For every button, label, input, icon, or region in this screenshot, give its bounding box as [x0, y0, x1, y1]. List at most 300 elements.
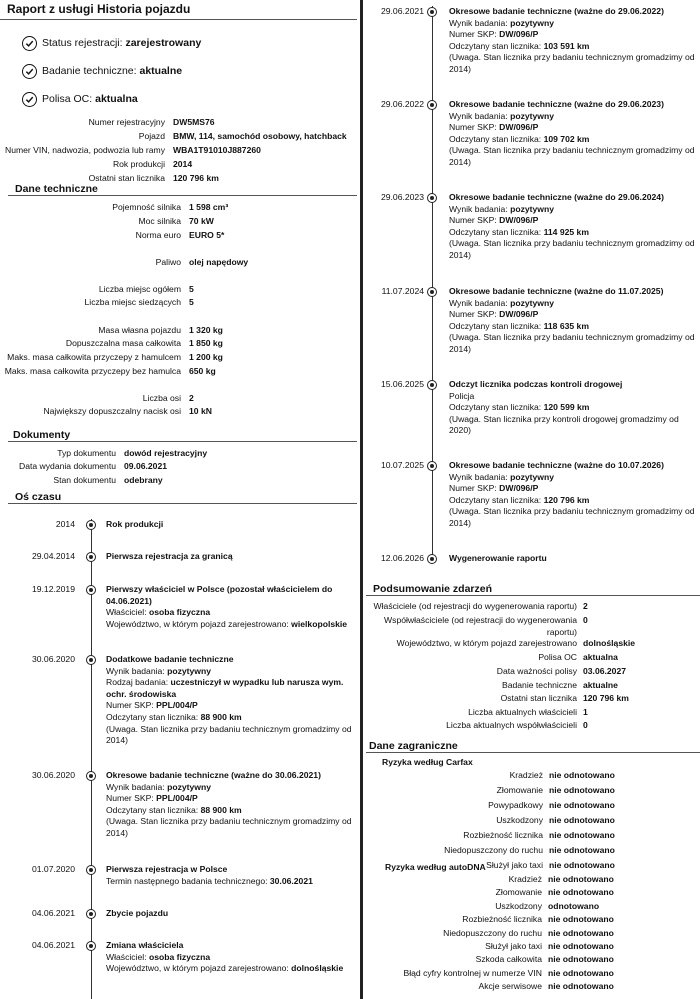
event-detail — [106, 952, 352, 964]
info-row — [0, 216, 214, 228]
info-value: nie odnotowano — [548, 967, 614, 978]
timeline-date: 29.06.2022 — [380, 99, 424, 109]
info-row — [0, 406, 212, 418]
detail-value: pozytywny — [167, 665, 212, 676]
event-title: Okresowe badanie techniczne (ważne do 11.07.2025) — [449, 286, 664, 296]
info-key: Pojazd — [138, 131, 165, 141]
info-row — [369, 693, 629, 705]
detail-value: wielkopolskie — [291, 618, 348, 629]
info-value: EURO 5* — [189, 230, 225, 240]
detail-value: pozytywny — [510, 17, 555, 28]
event-detail — [449, 321, 696, 333]
info-key: Właściciele (od rejestracji do wygenerowania raportu) — [373, 601, 577, 611]
info-key: Największy dopuszczalny nacisk osi — [43, 406, 181, 416]
info-row — [0, 159, 192, 171]
info-row — [369, 914, 614, 926]
info-key: Niedopuszczony do ruchu — [444, 845, 543, 855]
timeline-marker-left — [86, 909, 96, 919]
info-value: 0 — [583, 720, 588, 730]
timeline-marker-right — [427, 287, 437, 297]
event-detail — [106, 666, 352, 678]
event-detail — [449, 391, 696, 403]
event-detail — [449, 495, 696, 507]
timeline-marker-left — [86, 520, 96, 530]
detail-label: Termin następnego badania technicznego: — [106, 875, 270, 886]
detail-label: (Uwaga. Stan licznika przy kontroli drogowej gromadzimy od 2020) — [449, 413, 679, 436]
info-value: 1 — [583, 707, 588, 717]
check-circle-icon — [22, 92, 37, 107]
timeline-event — [106, 908, 352, 920]
info-row — [369, 845, 615, 857]
event-detail — [106, 876, 352, 888]
info-value: nie odnotowano — [548, 887, 614, 898]
info-key: Pojemność silnika — [112, 202, 181, 212]
info-key: Współwłaściciele (od rejestracji do wygenerowania raportu) — [384, 615, 577, 637]
timeline-marker-right — [427, 554, 437, 564]
event-detail — [449, 111, 696, 123]
check-circle-icon — [22, 64, 37, 79]
detail-value: PPL/004/P — [156, 700, 198, 711]
info-value: 09.06.2021 — [124, 461, 168, 471]
right-column — [366, 0, 700, 999]
event-detail — [449, 134, 696, 146]
info-value: odebrany — [124, 475, 163, 485]
event-title: Okresowe badanie techniczne (ważne do 29.06.2023) — [449, 99, 664, 109]
timeline-marker-left — [86, 585, 96, 595]
info-value: 120 796 km — [583, 693, 629, 703]
tech-underline — [8, 195, 357, 196]
info-value: 2 — [583, 601, 588, 611]
timeline-event — [106, 654, 352, 747]
info-value: nie odnotowano — [548, 941, 614, 951]
info-row — [369, 968, 614, 980]
info-key: Maks. masa całkowita przyczepy bez hamulca — [4, 366, 181, 376]
event-detail — [106, 724, 352, 747]
info-row — [369, 901, 599, 913]
docs-section-title: Dokumenty — [13, 429, 71, 441]
timeline-marker-right — [427, 100, 437, 110]
check-circle-icon — [22, 36, 37, 51]
timeline-event — [106, 584, 352, 630]
event-detail — [449, 215, 696, 227]
status-label: Status rejestracji: — [42, 37, 123, 50]
info-row — [0, 448, 207, 460]
event-detail — [449, 402, 696, 414]
detail-value: PPL/004/P — [156, 793, 198, 804]
info-key: Uszkodzony — [496, 815, 543, 825]
info-value: WBA1T91010J887260 — [173, 145, 261, 155]
detail-label: Numer SKP: — [449, 122, 500, 133]
info-row — [0, 117, 215, 129]
info-key: Rozbieżność licznika — [462, 914, 542, 925]
timeline-event — [449, 99, 696, 169]
event-detail — [449, 41, 696, 53]
timeline-line-right — [432, 6, 433, 558]
info-value: dowód rejestracyjny — [124, 448, 208, 458]
info-row — [369, 874, 614, 886]
detail-label: Wynik badania: — [449, 471, 511, 482]
timeline-date: 10.07.2025 — [380, 460, 424, 470]
detail-label: Odczytany stan licznika: — [449, 40, 544, 51]
timeline-event — [106, 940, 352, 975]
timeline-event — [449, 286, 696, 356]
event-detail — [106, 793, 352, 805]
tech-section-title: Dane techniczne — [15, 183, 98, 195]
info-value: 2 — [189, 393, 194, 403]
status-value: aktualne — [139, 65, 183, 78]
info-row — [0, 461, 167, 473]
detail-label: Odczytany stan licznika: — [449, 402, 544, 413]
info-key: Badanie techniczne — [501, 680, 577, 690]
detail-value: 114 925 km — [543, 226, 589, 237]
report-title: Raport z usługi Historia pojazdu — [7, 2, 191, 16]
detail-value: uczestniczył w wypadku lub narusza wym. ochr. środowiska — [106, 677, 344, 699]
detail-value: DW/096/P — [499, 122, 539, 133]
detail-value: DW/096/P — [499, 309, 539, 320]
timeline-date: 29.06.2021 — [380, 6, 424, 16]
info-value: 1 320 kg — [189, 325, 223, 335]
title-underline — [0, 19, 357, 20]
detail-label: Wynik badania: — [106, 781, 168, 792]
detail-label: Wynik badania: — [106, 665, 168, 676]
timeline-event — [449, 192, 696, 262]
info-key: Liczba aktualnych współwłaścicieli — [446, 720, 577, 730]
info-value: nie odnotowano — [548, 927, 614, 938]
info-value: nie odnotowano — [548, 954, 614, 965]
info-row — [0, 475, 163, 487]
detail-label: Numer SKP: — [449, 29, 500, 40]
info-key: Liczba aktualnych właścicieli — [468, 707, 577, 717]
detail-label: Właściciel: — [106, 607, 149, 618]
info-key: Moc silnika — [138, 216, 181, 226]
info-value: nie odnotowano — [549, 815, 615, 825]
foreign-section-title: Dane zagraniczne — [369, 740, 458, 752]
carfax-title: Ryzyka według Carfax — [382, 757, 473, 767]
info-key: Data wydania dokumentu — [19, 461, 116, 471]
timeline-event — [106, 551, 352, 563]
info-value: aktualna — [583, 652, 618, 662]
info-key: Numer VIN, nadwozia, podwozia lub ramy — [4, 145, 165, 155]
info-value: 70 kW — [189, 216, 214, 226]
timeline-marker-right — [427, 7, 437, 17]
info-key: Kradzież — [508, 874, 542, 884]
detail-label: (Uwaga. Stan licznika przy badaniu technicznym gromadzimy od 2014) — [449, 238, 695, 260]
info-row — [369, 770, 615, 782]
info-row — [0, 230, 224, 242]
info-row — [369, 720, 588, 732]
timeline-event — [449, 379, 696, 437]
info-key: Polisa OC — [538, 652, 577, 662]
event-title: Dodatkowe badanie techniczne — [106, 654, 234, 664]
info-row — [0, 202, 228, 214]
info-key: Służył jako taxi — [486, 860, 543, 870]
event-detail — [449, 238, 696, 261]
timeline-marker-left — [86, 655, 96, 665]
detail-label: Rodzaj badania: — [106, 677, 171, 688]
timeline-date: 29.04.2014 — [31, 551, 75, 561]
event-title: Okresowe badanie techniczne (ważne do 29.06.2024) — [449, 192, 664, 202]
info-value: odnotowano — [548, 900, 600, 911]
info-row — [0, 325, 223, 337]
info-row — [0, 257, 248, 269]
info-key: Złomowanie — [496, 785, 543, 795]
info-row — [0, 366, 216, 378]
info-key: Ostatni stan licznika — [88, 173, 165, 183]
info-row — [369, 830, 615, 842]
status-label: Polisa OC: — [42, 93, 93, 106]
detail-value: pozytywny — [510, 110, 555, 121]
info-value: 2014 — [173, 159, 193, 169]
detail-value: 103 591 km — [543, 40, 590, 51]
info-key: Paliwo — [155, 257, 181, 267]
info-value: nie odnotowano — [549, 770, 615, 780]
timeline-date: 12.06.2026 — [380, 553, 424, 563]
info-row — [369, 981, 614, 993]
info-key: Stan dokumentu — [53, 475, 116, 485]
info-key: Kradzież — [509, 770, 543, 780]
info-value: nie odnotowano — [549, 845, 615, 855]
detail-label: Odczytany stan licznika: — [106, 711, 201, 722]
timeline-underline — [8, 503, 357, 504]
timeline-section-title: Oś czasu — [15, 491, 62, 503]
event-detail — [106, 816, 352, 839]
foreign-underline — [366, 752, 700, 753]
info-row — [369, 615, 588, 638]
info-row — [369, 680, 618, 692]
timeline-date: 30.06.2020 — [31, 654, 75, 664]
event-detail — [106, 963, 352, 975]
info-row — [369, 887, 614, 899]
detail-label: (Uwaga. Stan licznika przy badaniu technicznym gromadzimy od 2014) — [106, 723, 352, 746]
info-value: 650 kg — [189, 366, 216, 376]
info-key: Akcje serwisowe — [478, 981, 542, 992]
info-value: 1 850 kg — [189, 338, 223, 348]
event-detail — [106, 782, 352, 794]
detail-value: 120 796 km — [543, 494, 590, 505]
event-detail — [449, 483, 696, 495]
event-title: Zmiana właściciela — [106, 940, 184, 950]
info-key: Błąd cyfry kontrolnej w numerze VIN — [403, 967, 542, 978]
event-detail — [449, 52, 696, 75]
info-value: 10 kN — [189, 406, 212, 416]
event-detail — [106, 805, 352, 817]
detail-label: Numer SKP: — [449, 483, 500, 494]
info-value: nie odnotowano — [549, 800, 615, 810]
info-value: nie odnotowano — [548, 981, 614, 992]
timeline-event — [106, 864, 352, 887]
info-row — [0, 393, 194, 405]
timeline-marker-left — [86, 941, 96, 951]
detail-value: 120 599 km — [543, 402, 590, 413]
info-row — [369, 815, 615, 827]
event-detail — [449, 122, 696, 134]
detail-value: pozytywny — [510, 203, 555, 214]
event-title: Odczyt licznika podczas kontroli drogowej — [449, 379, 623, 389]
event-detail — [449, 414, 696, 437]
detail-label: (Uwaga. Stan licznika przy badaniu technicznym gromadzimy od 2014) — [449, 506, 695, 528]
detail-label: (Uwaga. Stan licznika przy badaniu technicznym gromadzimy od 2014) — [106, 816, 352, 838]
info-key: Typ dokumentu — [57, 448, 116, 458]
timeline-marker-left — [86, 865, 96, 875]
event-title: Rok produkcji — [106, 519, 164, 529]
timeline-marker-right — [427, 380, 437, 390]
detail-label: Odczytany stan licznika: — [449, 320, 544, 331]
info-row — [369, 800, 615, 812]
timeline-marker-right — [427, 193, 437, 203]
timeline-date: 11.07.2024 — [381, 286, 424, 296]
detail-value: 109 702 km — [543, 133, 590, 144]
detail-label: Numer SKP: — [449, 215, 500, 226]
info-key: Masa własna pojazdu — [98, 325, 181, 335]
event-title: Wygenerowanie raportu — [449, 553, 547, 563]
detail-value: pozytywny — [167, 781, 212, 792]
event-detail — [449, 29, 696, 41]
info-key: Rok produkcji — [112, 159, 165, 169]
detail-value: 88 900 km — [200, 711, 242, 722]
event-title: Pierwsza rejestracja za granicą — [106, 551, 233, 561]
detail-label: Wynik badania: — [449, 203, 511, 214]
info-value: olej napędowy — [189, 257, 249, 267]
event-detail — [106, 677, 352, 700]
info-value: 120 796 km — [173, 173, 219, 183]
status-label: Badanie techniczne: — [42, 65, 137, 78]
event-detail — [449, 506, 696, 529]
info-value: 5 — [189, 284, 194, 294]
event-detail — [449, 309, 696, 321]
detail-label: Numer SKP: — [449, 309, 500, 320]
status-row — [22, 92, 138, 107]
timeline-event — [449, 553, 696, 565]
info-row — [369, 941, 614, 953]
detail-label: Numer SKP: — [106, 793, 157, 804]
detail-label: Odczytany stan licznika: — [449, 226, 544, 237]
info-row — [369, 707, 588, 719]
detail-label: Odczytany stan licznika: — [449, 133, 544, 144]
info-key: Województwo, w którym pojazd zarejestrowano — [396, 638, 577, 648]
event-detail — [106, 607, 352, 619]
timeline-event — [449, 460, 696, 530]
status-value: zarejestrowany — [125, 37, 202, 50]
detail-label: Odczytany stan licznika: — [106, 804, 201, 815]
detail-label: Odczytany stan licznika: — [449, 494, 544, 505]
info-value: nie odnotowano — [548, 874, 614, 884]
info-key: Niedopuszczony do ruchu — [443, 927, 542, 938]
info-row — [369, 652, 618, 664]
info-key: Rozbieżność licznika — [463, 830, 543, 840]
info-value: nie odnotowano — [549, 785, 615, 795]
info-key: Uszkodzony — [495, 900, 542, 911]
info-row — [0, 284, 194, 296]
event-detail — [449, 18, 696, 30]
info-row — [0, 131, 347, 143]
info-row — [0, 338, 223, 350]
timeline-event — [106, 770, 352, 840]
detail-label: Województwo, w którym pojazd zarejestrowano: — [106, 618, 292, 629]
event-detail — [106, 712, 352, 724]
event-title: Okresowe badanie techniczne (ważne do 30.06.2021) — [106, 770, 321, 780]
detail-value: DW/096/P — [499, 483, 539, 494]
event-title: Pierwsza rejestracja w Polsce — [106, 864, 228, 874]
timeline-date: 01.07.2020 — [31, 864, 75, 874]
info-key: Ostatni stan licznika — [500, 693, 577, 703]
detail-value: pozytywny — [510, 471, 555, 482]
detail-value: 30.06.2021 — [269, 875, 313, 886]
info-value: DW5MS76 — [173, 117, 215, 127]
info-value: BMW, 114, samochód osobowy, hatchback — [173, 131, 347, 141]
info-row — [369, 638, 635, 650]
info-value: 1 598 cm³ — [189, 202, 229, 212]
info-key: Szkoda całkowita — [475, 954, 542, 965]
event-detail — [449, 227, 696, 239]
detail-value: 88 900 km — [200, 804, 242, 815]
detail-label: Policja — [449, 390, 475, 401]
detail-label: (Uwaga. Stan licznika przy badaniu technicznym gromadzimy od 2014) — [449, 52, 695, 74]
timeline-date: 15.06.2025 — [380, 379, 424, 389]
info-key: Liczba miejsc siedzących — [84, 297, 181, 307]
detail-value: pozytywny — [510, 297, 555, 308]
detail-label: Numer SKP: — [106, 700, 157, 711]
timeline-marker-left — [86, 771, 96, 781]
timeline-date: 04.06.2021 — [31, 908, 75, 918]
event-detail — [449, 298, 696, 310]
timeline-date: 29.06.2023 — [380, 192, 424, 202]
detail-label: Wynik badania: — [449, 17, 511, 28]
timeline-event — [449, 6, 696, 76]
info-key: Liczba osi — [142, 393, 181, 403]
column-divider — [360, 0, 363, 999]
event-detail — [449, 472, 696, 484]
info-row — [369, 928, 614, 940]
info-value: 1 200 kg — [189, 352, 223, 362]
detail-label: Wynik badania: — [449, 297, 511, 308]
timeline-date: 2014 — [55, 519, 75, 529]
timeline-marker-left — [86, 552, 96, 562]
info-key: Maks. masa całkowita przyczepy z hamulcem — [7, 352, 181, 362]
status-value: aktualna — [95, 93, 138, 106]
detail-label: (Uwaga. Stan licznika przy badaniu technicznym gromadzimy od 2014) — [449, 332, 695, 354]
detail-label: Województwo, w którym pojazd zarejestrowano: — [106, 963, 292, 974]
info-row — [369, 954, 614, 966]
info-row — [369, 666, 626, 678]
info-value: nie odnotowano — [549, 830, 615, 840]
status-row — [22, 64, 182, 79]
info-row — [0, 297, 194, 309]
info-value: nie odnotowano — [548, 914, 614, 925]
detail-value: DW/096/P — [499, 29, 539, 40]
detail-value: 118 635 km — [543, 320, 589, 331]
event-title: Zbycie pojazdu — [106, 908, 169, 918]
detail-value: dolnośląskie — [291, 963, 344, 974]
detail-label: (Uwaga. Stan licznika przy badaniu technicznym gromadzimy od 2014) — [449, 145, 695, 167]
info-key: Służył jako taxi — [485, 941, 542, 951]
info-key: Dopuszczalna masa całkowita — [65, 338, 181, 348]
info-row — [0, 145, 261, 157]
event-detail — [106, 700, 352, 712]
info-value: 03.06.2027 — [583, 666, 627, 676]
info-row — [369, 785, 615, 797]
info-row — [0, 352, 223, 364]
timeline-marker-right — [427, 461, 437, 471]
info-value: 0 — [583, 615, 588, 625]
info-key: Złomowanie — [495, 887, 542, 898]
info-key: Data ważności polisy — [496, 666, 577, 676]
autodna-title: Ryzyka według autoDNA — [385, 862, 486, 872]
info-key: Liczba miejsc ogółem — [98, 284, 181, 294]
event-detail — [449, 145, 696, 168]
info-value: dolnośląskie — [583, 638, 636, 648]
info-key: Numer rejestracyjny — [88, 117, 165, 127]
timeline-date: 04.06.2021 — [31, 940, 75, 950]
